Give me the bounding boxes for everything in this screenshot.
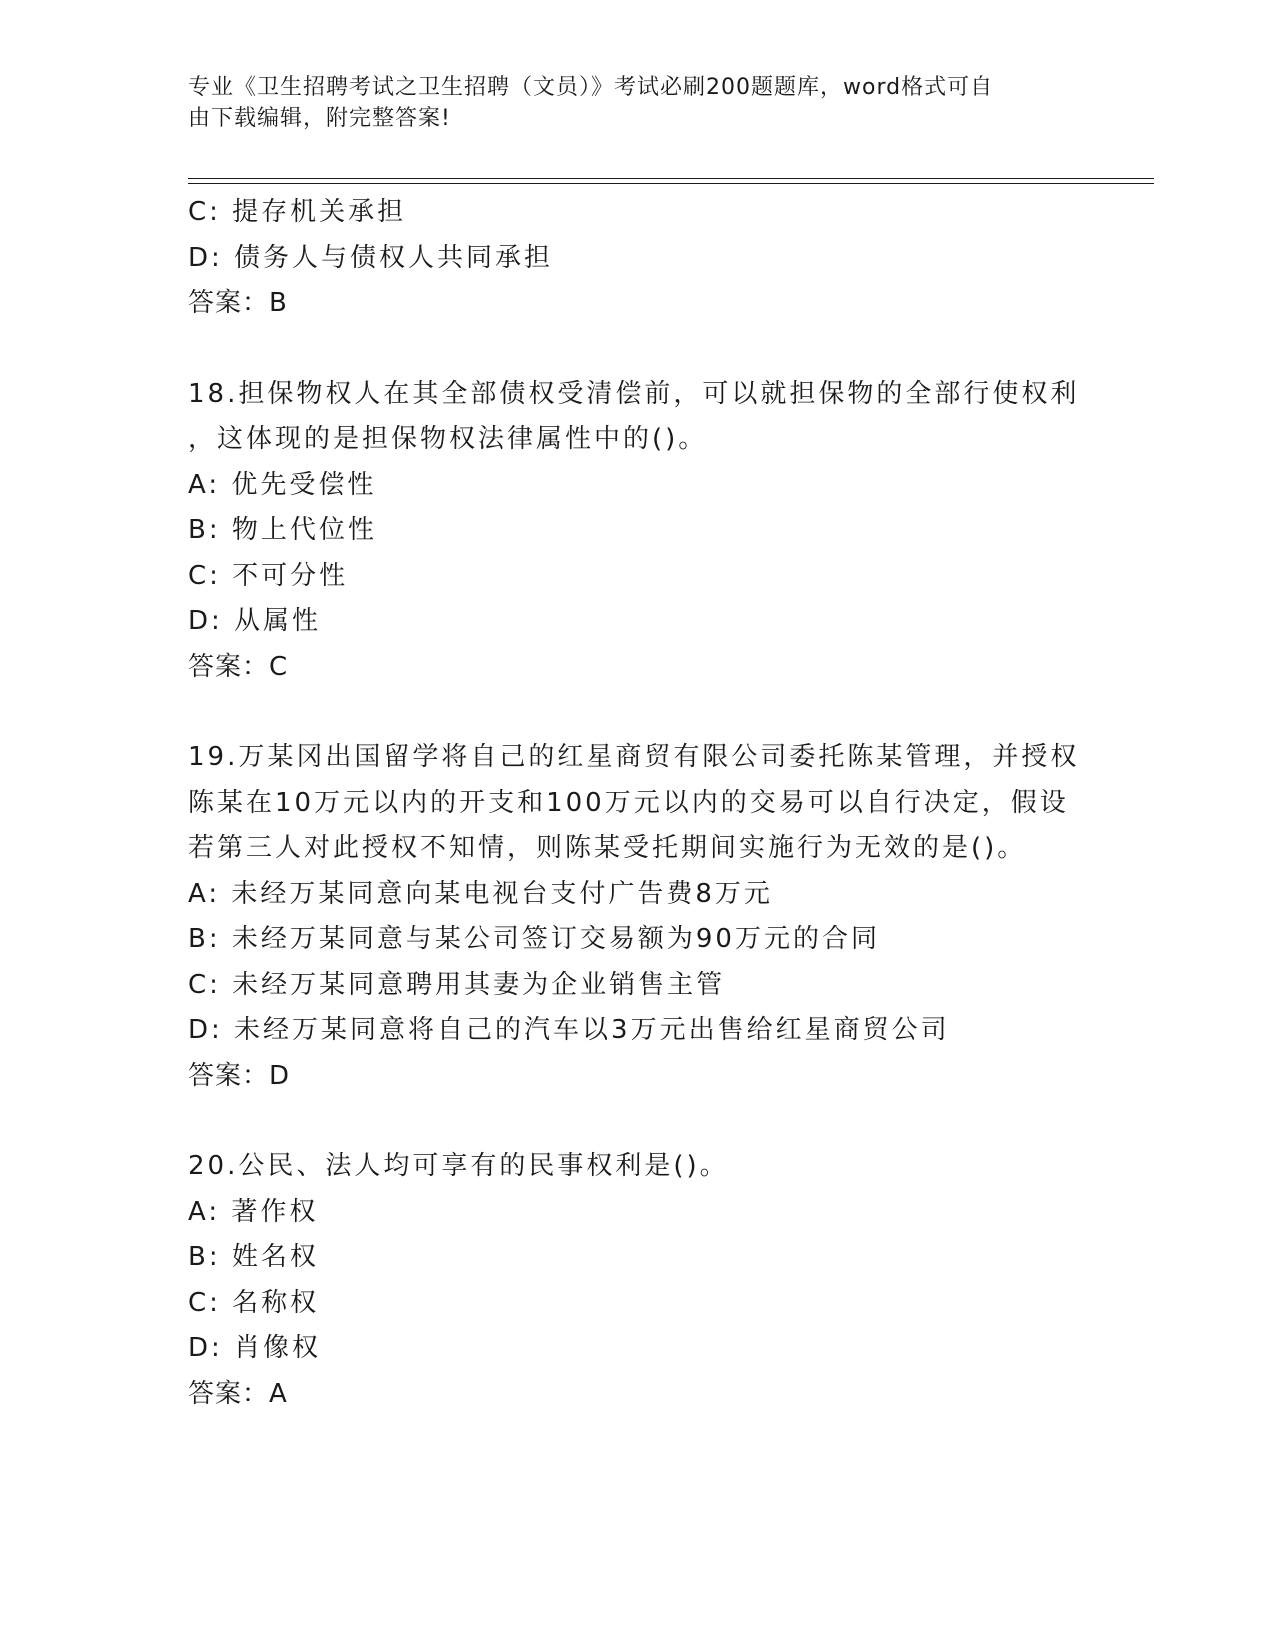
spacer (188, 327, 1088, 372)
option-c: C: 不可分性 (188, 560, 349, 591)
header-line-1: 专业《卫生招聘考试之卫生招聘（文员）》考试必刷200题题库，word格式可自 (188, 75, 994, 100)
answer-line: 答案：D (188, 1060, 291, 1091)
document-header (188, 72, 1078, 134)
question-17-tail (188, 190, 1088, 327)
question-text-line: ，这体现的是担保物权法律属性中的()。 (188, 424, 708, 454)
option-b: B: 未经万某同意与某公司签订交易额为90万元的合同 (188, 924, 880, 954)
option-a: A: 未经万某同意向某电视台支付广告费8万元 (188, 878, 773, 909)
question-text-line: 18.担保物权人在其全部债权受清偿前，可以就担保物的全部行使权利 (188, 378, 1080, 409)
question-text-line: 20.公民、法人均可享有的民事权利是()。 (188, 1151, 729, 1181)
answer-line: 答案：B (188, 288, 288, 318)
option-c: C: 未经万某同意聘用其妻为企业销售主管 (188, 969, 726, 1000)
question-list (188, 190, 1088, 1417)
question-19 (188, 735, 1088, 1099)
answer-line: 答案：C (188, 651, 289, 682)
question-text-line: 陈某在10万元以内的开支和100万元以内的交易可以自行决定，假设 (188, 787, 1069, 818)
option-a: A: 优先受偿性 (188, 469, 377, 500)
option-b: B: 物上代位性 (188, 515, 377, 545)
option-d: D: 从属性 (188, 606, 322, 636)
option-d: D: 债务人与债权人共同承担 (188, 242, 554, 273)
question-20 (188, 1144, 1088, 1417)
spacer (188, 690, 1088, 735)
option-c: C: 提存机关承担 (188, 197, 407, 227)
option-a: A: 著作权 (188, 1196, 319, 1227)
option-c: C: 名称权 (188, 1287, 320, 1318)
header-line-2: 由下载编辑，附完整答案! (188, 106, 451, 131)
option-d: D: 未经万某同意将自己的汽车以3万元出售给红星商贸公司 (188, 1015, 950, 1045)
question-text-line: 若第三人对此授权不知情，则陈某受托期间实施行为无效的是()。 (188, 833, 1027, 863)
question-text-line: 19.万某冈出国留学将自己的红星商贸有限公司委托陈某管理，并授权 (188, 742, 1080, 772)
question-18 (188, 372, 1088, 691)
option-d: D: 肖像权 (188, 1333, 322, 1363)
answer-line: 答案：A (188, 1378, 288, 1409)
option-b: B: 姓名权 (188, 1242, 319, 1272)
spacer (188, 1099, 1088, 1144)
header-divider-top (188, 178, 1154, 179)
header-divider-bottom (188, 183, 1154, 184)
